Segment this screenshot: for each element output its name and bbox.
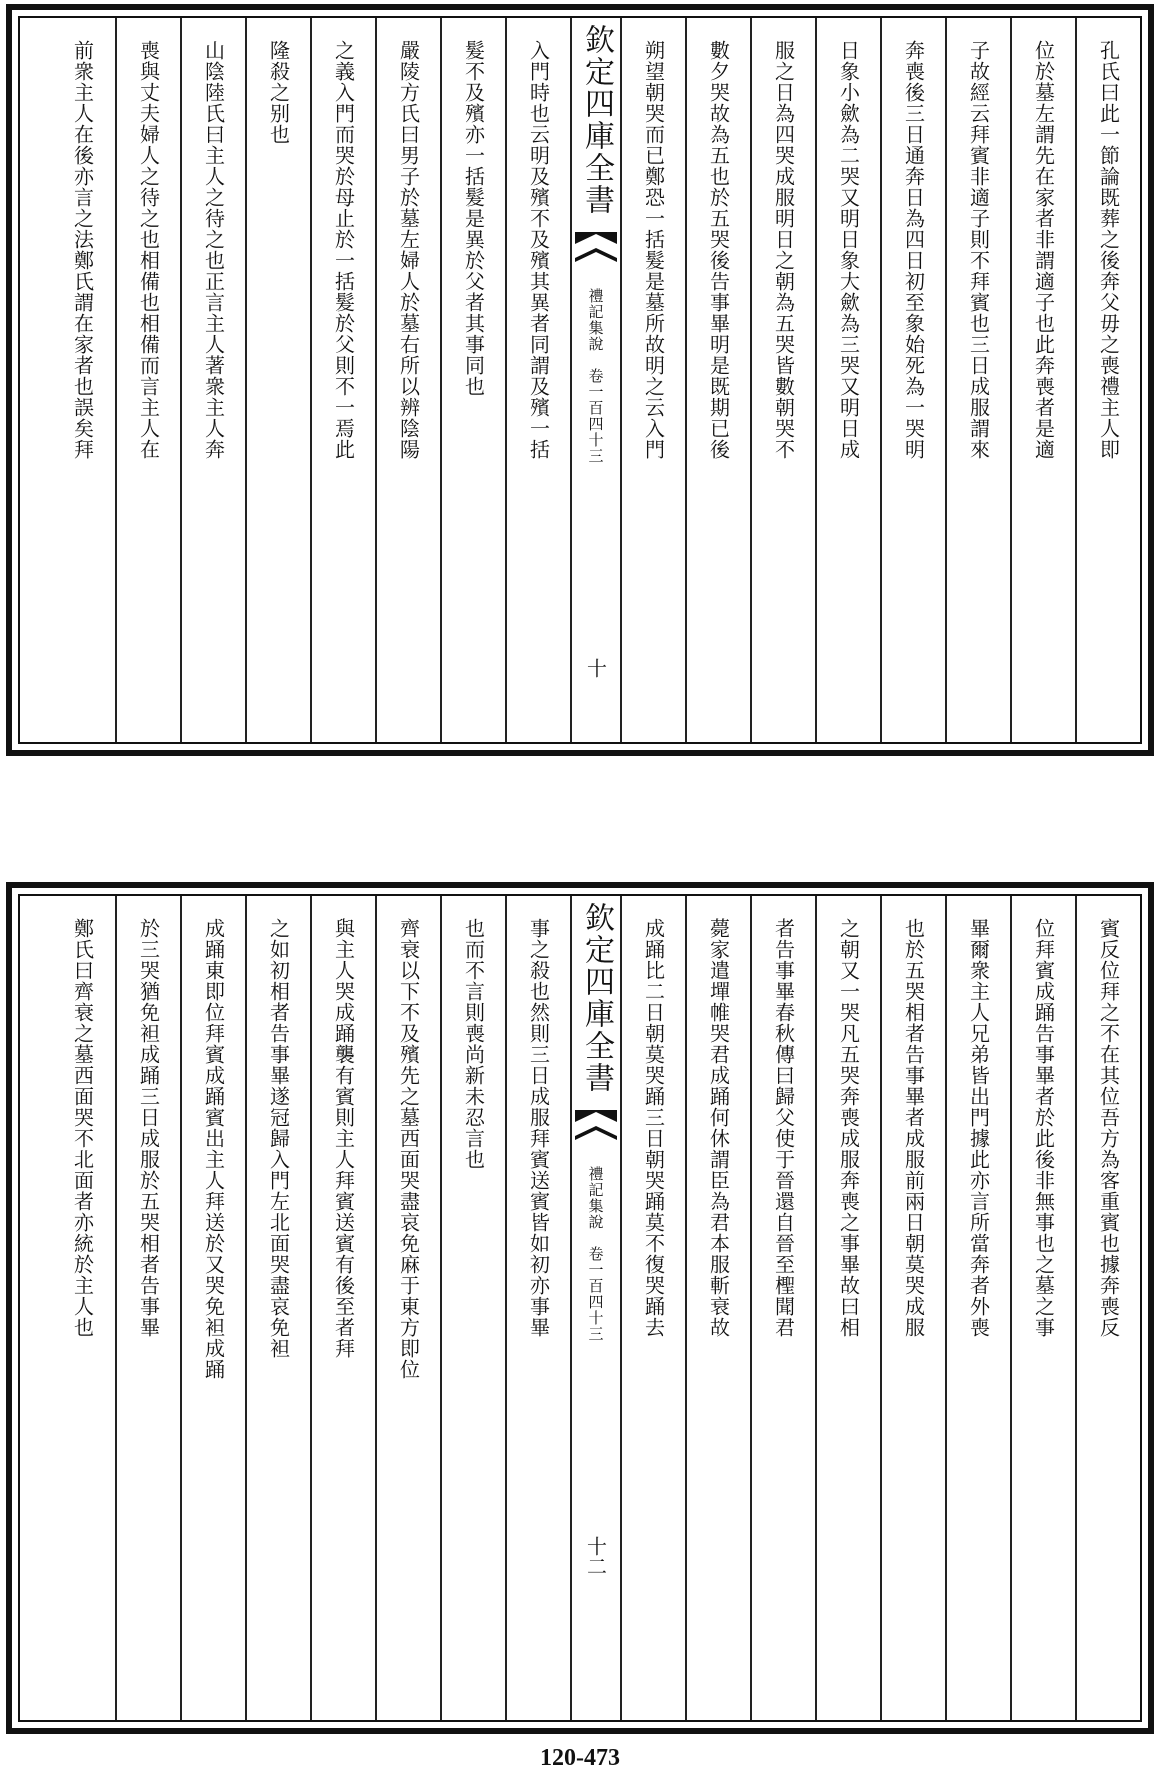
text-column: 子故經云拜賓非適子則不拜賓也三日成服謂來 bbox=[945, 18, 1010, 742]
text-column: 也於五哭相者告事畢者成服前兩日朝莫哭成服 bbox=[880, 896, 945, 1720]
banner-volume: 禮記集說 卷一百四十三 bbox=[586, 288, 605, 464]
top-page-columns bbox=[18, 16, 1142, 744]
text-column: 齊衰以下不及殯先之墓西面哭盡哀免麻于東方即位 bbox=[375, 896, 440, 1720]
text-column: 日象小歛為二哭又明日象大歛為三哭又明日成 bbox=[815, 18, 880, 742]
bottom-page bbox=[6, 882, 1154, 1734]
center-banner bbox=[570, 18, 620, 742]
text-column: 服之日為四哭成服明日之朝為五哭皆數朝哭不 bbox=[750, 18, 815, 742]
text-column: 前衆主人在後亦言之法鄭氏謂在家者也誤矣拜 bbox=[70, 40, 95, 460]
text-column: 位拜賓成踊告事畢者於此後非無事也之墓之事 bbox=[1010, 896, 1075, 1720]
text-column: 位於墓左謂先在家者非謂適子也此奔喪者是適 bbox=[1010, 18, 1075, 742]
text-column: 薨家遣墠帷哭君成踊何休謂臣為君本服斬衰故 bbox=[685, 896, 750, 1720]
text-column: 隆殺之别也 bbox=[245, 18, 310, 742]
text-column: 也而不言則喪尚新未忍言也 bbox=[440, 896, 505, 1720]
text-column: 喪與丈夫婦人之待之也相備也相備而言主人在 bbox=[115, 18, 180, 742]
text-column: 朔望朝哭而已鄭恐一括髮是墓所故明之云入門 bbox=[620, 18, 685, 742]
text-column: 成踊東即位拜賓成踊賓出主人拜送於又哭免袒成踊 bbox=[180, 896, 245, 1720]
page-footer-number: 120-473 bbox=[540, 1745, 620, 1771]
banner-title: 欽定四庫全書 bbox=[579, 902, 614, 1094]
text-column: 奔喪後三日通奔日為四日初至象始死為一哭明 bbox=[880, 18, 945, 742]
center-banner bbox=[570, 896, 620, 1720]
text-column: 鄭氏曰齊衰之墓西面哭不北面者亦統於主人也 bbox=[70, 918, 95, 1338]
text-column: 成踊比二日朝莫哭踊三日朝哭踊莫不復哭踊去 bbox=[620, 896, 685, 1720]
text-column: 事之殺也然則三日成服拜賓送賓皆如初亦事畢 bbox=[505, 896, 570, 1720]
text-column: 之朝又一哭凡五哭奔喪成服奔喪之事畢故曰相 bbox=[815, 896, 880, 1720]
banner-title: 欽定四庫全書 bbox=[579, 24, 614, 216]
fishtail-mark-icon bbox=[573, 1106, 619, 1142]
text-column: 賓反位拜之不在其位吾方為客重賓也據奔喪反 bbox=[1075, 896, 1140, 1720]
text-column: 山陰陸氏曰主人之待之也正言主人著衆主人奔 bbox=[180, 18, 245, 742]
banner-page-number: 十二 bbox=[583, 1536, 608, 1576]
banner-page-number: 十 bbox=[583, 658, 608, 678]
text-column: 數夕哭故為五也於五哭後告事畢明是既期已後 bbox=[685, 18, 750, 742]
text-column: 嚴陵方氏曰男子於墓左婦人於墓右所以辨陰陽 bbox=[375, 18, 440, 742]
text-column: 之如初相者告事畢遂冠歸入門左北面哭盡哀免袒 bbox=[245, 896, 310, 1720]
top-page bbox=[6, 4, 1154, 756]
fishtail-mark-icon bbox=[573, 228, 619, 264]
text-column: 畢爾衆主人兄弟皆出門據此亦言所當奔者外喪 bbox=[945, 896, 1010, 1720]
text-column: 髮不及殯亦一括髮是異於父者其事同也 bbox=[440, 18, 505, 742]
banner-volume: 禮記集說 卷一百四十三 bbox=[586, 1166, 605, 1342]
text-column: 者告事畢春秋傳曰歸父使于晉還自晉至檉聞君 bbox=[750, 896, 815, 1720]
text-column: 入門時也云明及殯不及殯其異者同謂及殯一括 bbox=[505, 18, 570, 742]
text-column: 與主人哭成踊襲有賓則主人拜賓送賓有後至者拜 bbox=[310, 896, 375, 1720]
text-column: 於三哭猶免袒成踊三日成服於五哭相者告事畢 bbox=[115, 896, 180, 1720]
text-column: 孔氏曰此一節論既葬之後奔父毋之喪禮主人即 bbox=[1075, 18, 1140, 742]
bottom-page-columns bbox=[18, 894, 1142, 1722]
text-column: 之義入門而哭於母止於一括髮於父則不一焉此 bbox=[310, 18, 375, 742]
